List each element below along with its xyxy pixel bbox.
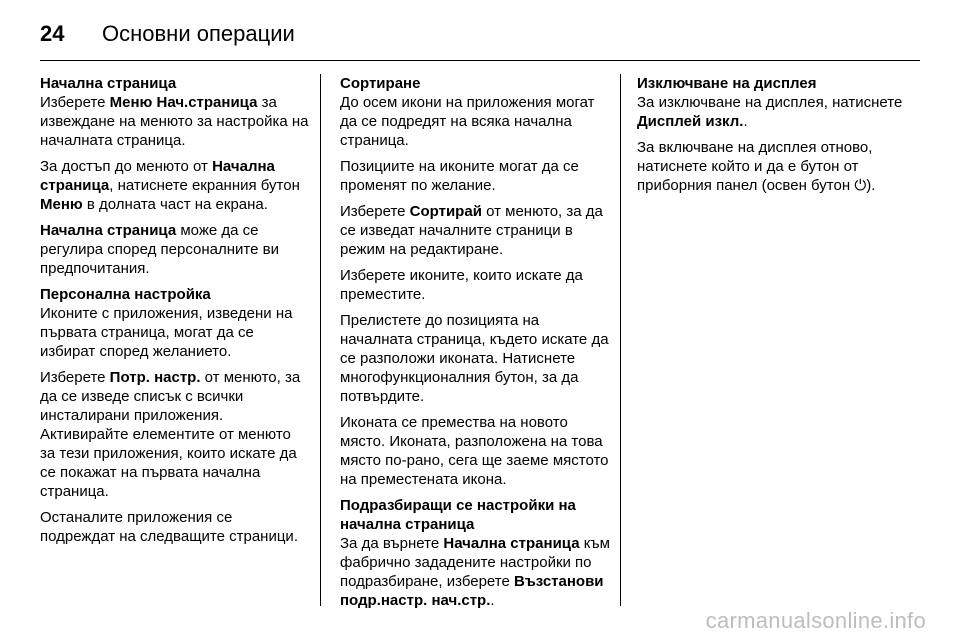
column-2 <box>340 74 610 617</box>
section-display-off <box>637 74 922 195</box>
menu-label: Меню Нач.страница <box>109 94 258 111</box>
watermark: carmanualsonline.info <box>705 608 926 633</box>
text: от менюто, за да се изведат началните страници в режим на редактиране. <box>340 203 603 258</box>
paragraph <box>637 93 922 131</box>
paragraph: Позициите на иконите могат да се променят по желание. <box>340 158 579 194</box>
column-divider-2 <box>620 74 621 606</box>
paragraph: Изберете иконите, които искате да преместите. <box>340 267 583 303</box>
paragraph <box>40 157 310 214</box>
text: може да се регулира според персоналните ви предпочитания. <box>40 222 279 277</box>
paragraph: Иконата се премества на новото място. Иконата, разположена на това място по-рано, сега ще заеме мястото на преместената икона. <box>340 414 609 488</box>
menu-label: Потр. настр. <box>109 369 201 386</box>
paragraph <box>40 221 310 278</box>
power-icon: ⏻ <box>854 177 867 194</box>
section-default-settings <box>340 496 610 610</box>
page-header <box>40 14 295 54</box>
menu-label: Дисплей изкл. <box>637 113 744 130</box>
column-divider-1 <box>320 74 321 606</box>
text: за извеждане на менюто за настройка на началната страница. <box>40 94 309 149</box>
paragraph: Прелистете до позицията на началната страница, където искате да се разположи иконата. Натиснете многофункционалния бутон, за да потвърдите. <box>340 312 609 405</box>
header-rule <box>40 60 920 61</box>
section-heading: Персонална настройка <box>40 286 211 303</box>
paragraph: До осем икони на приложения могат да се подредят на всяка начална страница. <box>340 94 595 149</box>
text: . <box>743 113 748 130</box>
section-home-page <box>40 74 310 278</box>
text: Изберете <box>40 94 110 111</box>
menu-label: Начална страница <box>443 535 580 552</box>
column-3 <box>637 74 922 202</box>
page-number: 24 <box>40 21 65 46</box>
text: Изберете <box>340 203 410 220</box>
menu-label: Начална страница <box>40 222 177 239</box>
text: За да върнете <box>340 535 444 552</box>
text: в долната част на екрана. <box>82 196 268 213</box>
paragraph: Иконите с приложения, изведени на първата страница, могат да се избират според желанието. <box>40 305 293 360</box>
section-personal-settings <box>40 285 310 546</box>
menu-label: Меню <box>40 196 83 213</box>
text: ). <box>866 177 876 194</box>
menu-label: Възстанови подр.настр. нач.стр. <box>340 573 604 609</box>
text: . <box>490 592 495 609</box>
paragraph <box>637 138 922 195</box>
section-heading: Сортиране <box>340 75 421 92</box>
text: от менюто, за да се изведе списък с всички инсталирани приложения. Активирайте елементите от менюто за тези приложения, които искате да се покажат на първата начална страница. <box>40 369 301 500</box>
paragraph <box>340 534 610 610</box>
menu-label: Начална страница <box>40 158 275 194</box>
page-title: Основни операции <box>102 21 295 46</box>
column-1 <box>40 74 310 553</box>
paragraph <box>40 368 310 501</box>
section-heading: Начална страница <box>40 75 177 92</box>
paragraph <box>340 202 610 259</box>
paragraph <box>40 93 310 150</box>
text: към фабрично зададените настройки по подразбиране, изберете <box>340 535 610 590</box>
section-heading: Изключване на дисплея <box>637 75 817 92</box>
text: Изберете <box>40 369 110 386</box>
text: За достъп до менюто от <box>40 158 213 175</box>
text: За включване на дисплея отново, натиснете който и да е бутон от приборния панел (освен бутон <box>637 139 873 194</box>
paragraph: Останалите приложения се подреждат на следващите страници. <box>40 509 298 545</box>
text: , натиснете екранния бутон <box>109 177 300 194</box>
text: За изключване на дисплея, натиснете <box>637 94 903 111</box>
section-sorting <box>340 74 610 489</box>
menu-label: Сортирай <box>409 203 482 220</box>
section-heading: Подразбиращи се настройки на начална страница <box>340 497 576 533</box>
